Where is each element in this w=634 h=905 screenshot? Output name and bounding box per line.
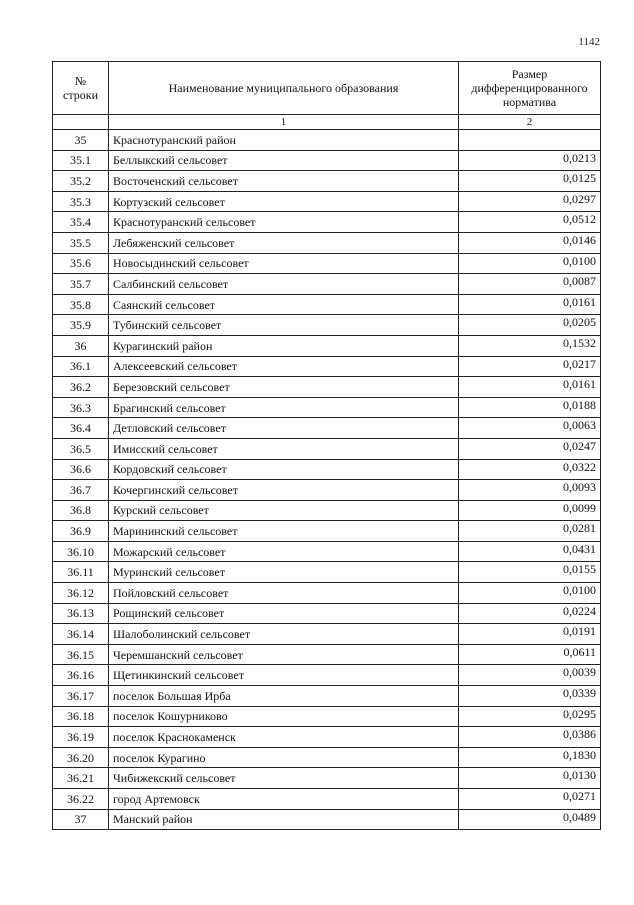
table-row bbox=[53, 335, 601, 356]
row-number-cell: 36.4 bbox=[53, 418, 109, 439]
normative-value-cell: 0,0130 bbox=[459, 768, 601, 789]
table-row bbox=[53, 665, 601, 686]
municipality-name-cell: Кордовский сельсовет bbox=[109, 459, 459, 480]
municipality-name-cell: Щетинкинский сельсовет bbox=[109, 665, 459, 686]
row-number-cell: 36.19 bbox=[53, 727, 109, 748]
table-row bbox=[53, 253, 601, 274]
normative-value-cell: 0,0213 bbox=[459, 150, 601, 171]
table-row bbox=[53, 809, 601, 830]
row-number-cell: 36.16 bbox=[53, 665, 109, 686]
row-number-cell: 35.9 bbox=[53, 315, 109, 336]
normative-value-cell: 0,0247 bbox=[459, 438, 601, 459]
table-row bbox=[53, 706, 601, 727]
municipality-name-cell: Можарский сельсовет bbox=[109, 541, 459, 562]
table-row bbox=[53, 583, 601, 604]
row-number-cell: 36.15 bbox=[53, 644, 109, 665]
table-body bbox=[53, 130, 601, 830]
normative-value-cell: 0,0512 bbox=[459, 212, 601, 233]
municipality-name-cell: Брагинский сельсовет bbox=[109, 397, 459, 418]
municipality-name-cell: Салбинский сельсовет bbox=[109, 274, 459, 295]
normative-value-cell: 0,0205 bbox=[459, 315, 601, 336]
table-row bbox=[53, 644, 601, 665]
row-number-cell: 35.2 bbox=[53, 171, 109, 192]
column-index-value: 2 bbox=[459, 115, 601, 130]
row-number-cell: 36.8 bbox=[53, 500, 109, 521]
row-number-cell: 36.3 bbox=[53, 397, 109, 418]
header-value-line-1: Размер bbox=[511, 67, 548, 81]
header-num-line-2: строки bbox=[63, 88, 98, 102]
municipality-name-cell: Черемшанский сельсовет bbox=[109, 644, 459, 665]
normative-value-cell: 0,0146 bbox=[459, 232, 601, 253]
row-number-cell: 36 bbox=[53, 335, 109, 356]
normative-value-cell: 0,0191 bbox=[459, 624, 601, 645]
table-header-row bbox=[53, 62, 601, 115]
municipality-name-cell: Имисский сельсовет bbox=[109, 438, 459, 459]
municipality-name-cell: Березовский сельсовет bbox=[109, 377, 459, 398]
table-row bbox=[53, 418, 601, 439]
column-index-num bbox=[53, 115, 109, 130]
municipality-name-cell: Марининский сельсовет bbox=[109, 521, 459, 542]
municipality-name-cell: Алексеевский сельсовет bbox=[109, 356, 459, 377]
normative-value-cell: 0,0489 bbox=[459, 809, 601, 830]
municipality-name-cell: поселок Краснокаменск bbox=[109, 727, 459, 748]
normative-value-cell: 0,0099 bbox=[459, 500, 601, 521]
normative-value-cell: 0,0322 bbox=[459, 459, 601, 480]
municipality-name-cell: поселок Большая Ирба bbox=[109, 686, 459, 707]
normative-value-cell: 0,0297 bbox=[459, 191, 601, 212]
page-number: 1142 bbox=[578, 36, 600, 48]
row-number-cell: 36.13 bbox=[53, 603, 109, 624]
normative-value-cell: 0,0339 bbox=[459, 686, 601, 707]
table-row bbox=[53, 562, 601, 583]
row-number-cell: 36.18 bbox=[53, 706, 109, 727]
row-number-cell: 36.5 bbox=[53, 438, 109, 459]
municipality-name-cell: Курагинский район bbox=[109, 335, 459, 356]
table-row bbox=[53, 459, 601, 480]
municipality-name-cell: Курский сельсовет bbox=[109, 500, 459, 521]
normative-value-cell: 0,0063 bbox=[459, 418, 601, 439]
municipality-name-cell: поселок Курагино bbox=[109, 747, 459, 768]
normative-value-cell: 0,0093 bbox=[459, 480, 601, 501]
normative-value-cell: 0,0295 bbox=[459, 706, 601, 727]
municipality-name-cell: Кочергинский сельсовет bbox=[109, 480, 459, 501]
normative-value-cell: 0,1830 bbox=[459, 747, 601, 768]
municipality-name-cell: Краснотуранский район bbox=[109, 130, 459, 151]
normative-value-cell: 0,0431 bbox=[459, 541, 601, 562]
normative-value-cell: 0,0125 bbox=[459, 171, 601, 192]
normative-value-cell: 0,1532 bbox=[459, 335, 601, 356]
normative-value-cell bbox=[459, 130, 601, 151]
normative-value-cell: 0,0224 bbox=[459, 603, 601, 624]
normative-value-cell: 0,0386 bbox=[459, 727, 601, 748]
row-number-cell: 36.22 bbox=[53, 789, 109, 810]
municipality-name-cell: Новосыдинский сельсовет bbox=[109, 253, 459, 274]
normative-value-cell: 0,0271 bbox=[459, 789, 601, 810]
municipality-name-cell: Восточенский сельсовет bbox=[109, 171, 459, 192]
table-row bbox=[53, 521, 601, 542]
row-number-cell: 35.4 bbox=[53, 212, 109, 233]
table-row bbox=[53, 356, 601, 377]
row-number-cell: 36.2 bbox=[53, 377, 109, 398]
row-number-cell: 36.6 bbox=[53, 459, 109, 480]
table-row bbox=[53, 747, 601, 768]
row-number-cell: 36.21 bbox=[53, 768, 109, 789]
municipality-name-cell: Пойловский сельсовет bbox=[109, 583, 459, 604]
municipality-name-cell: Муринский сельсовет bbox=[109, 562, 459, 583]
municipality-name-cell: Рощинский сельсовет bbox=[109, 603, 459, 624]
table-row bbox=[53, 727, 601, 748]
table-row bbox=[53, 294, 601, 315]
row-number-cell: 36.20 bbox=[53, 747, 109, 768]
row-number-cell: 35.3 bbox=[53, 191, 109, 212]
header-row-number bbox=[53, 62, 109, 115]
row-number-cell: 35.6 bbox=[53, 253, 109, 274]
table-row bbox=[53, 191, 601, 212]
municipality-name-cell: город Артемовск bbox=[109, 789, 459, 810]
municipality-name-cell: Чибижекский сельсовет bbox=[109, 768, 459, 789]
table-row bbox=[53, 438, 601, 459]
municipality-name-cell: Лебяженский сельсовет bbox=[109, 232, 459, 253]
normative-value-cell: 0,0155 bbox=[459, 562, 601, 583]
table-row bbox=[53, 541, 601, 562]
header-num-line-1: № bbox=[74, 74, 87, 88]
row-number-cell: 35.8 bbox=[53, 294, 109, 315]
row-number-cell: 35 bbox=[53, 130, 109, 151]
municipality-name-cell: Тубинский сельсовет bbox=[109, 315, 459, 336]
municipality-name-cell: Беллыкский сельсовет bbox=[109, 150, 459, 171]
row-number-cell: 36.11 bbox=[53, 562, 109, 583]
table-row bbox=[53, 686, 601, 707]
municipality-name-cell: Детловский сельсовет bbox=[109, 418, 459, 439]
table-row bbox=[53, 768, 601, 789]
table-row bbox=[53, 232, 601, 253]
municipality-name-cell: Манский район bbox=[109, 809, 459, 830]
table-row bbox=[53, 130, 601, 151]
row-number-cell: 37 bbox=[53, 809, 109, 830]
table-row bbox=[53, 624, 601, 645]
row-number-cell: 36.12 bbox=[53, 583, 109, 604]
normative-value-cell: 0,0100 bbox=[459, 253, 601, 274]
column-index-row bbox=[53, 115, 601, 130]
header-value-line-2: дифференцированного bbox=[471, 81, 588, 95]
normative-value-cell: 0,0039 bbox=[459, 665, 601, 686]
row-number-cell: 35.5 bbox=[53, 232, 109, 253]
municipality-name-cell: Шалоболинский сельсовет bbox=[109, 624, 459, 645]
header-value-line-3: норматива bbox=[502, 95, 557, 109]
table-row bbox=[53, 212, 601, 233]
table-row bbox=[53, 315, 601, 336]
table-row bbox=[53, 603, 601, 624]
row-number-cell: 36.9 bbox=[53, 521, 109, 542]
table-row bbox=[53, 397, 601, 418]
row-number-cell: 36.7 bbox=[53, 480, 109, 501]
table-row bbox=[53, 789, 601, 810]
municipality-name-cell: Кортузский сельсовет bbox=[109, 191, 459, 212]
row-number-cell: 36.10 bbox=[53, 541, 109, 562]
header-normative-size bbox=[459, 62, 601, 115]
normative-value-cell: 0,0217 bbox=[459, 356, 601, 377]
row-number-cell: 36.1 bbox=[53, 356, 109, 377]
normative-value-cell: 0,0087 bbox=[459, 274, 601, 295]
normative-value-cell: 0,0161 bbox=[459, 294, 601, 315]
municipality-name-cell: Краснотуранский сельсовет bbox=[109, 212, 459, 233]
row-number-cell: 35.1 bbox=[53, 150, 109, 171]
table-row bbox=[53, 171, 601, 192]
row-number-cell: 36.17 bbox=[53, 686, 109, 707]
normative-value-cell: 0,0100 bbox=[459, 583, 601, 604]
municipality-name-cell: Саянский сельсовет bbox=[109, 294, 459, 315]
row-number-cell: 35.7 bbox=[53, 274, 109, 295]
table-row bbox=[53, 274, 601, 295]
header-municipality-name: Наименование муниципального образования bbox=[109, 62, 459, 115]
table-row bbox=[53, 500, 601, 521]
table-row bbox=[53, 150, 601, 171]
row-number-cell: 36.14 bbox=[53, 624, 109, 645]
normative-value-cell: 0,0188 bbox=[459, 397, 601, 418]
table-row bbox=[53, 377, 601, 398]
normative-value-cell: 0,0161 bbox=[459, 377, 601, 398]
normative-value-cell: 0,0281 bbox=[459, 521, 601, 542]
municipality-name-cell: поселок Кошурниково bbox=[109, 706, 459, 727]
column-index-name: 1 bbox=[109, 115, 459, 130]
table-row bbox=[53, 480, 601, 501]
normative-table bbox=[52, 61, 601, 830]
normative-value-cell: 0,0611 bbox=[459, 644, 601, 665]
